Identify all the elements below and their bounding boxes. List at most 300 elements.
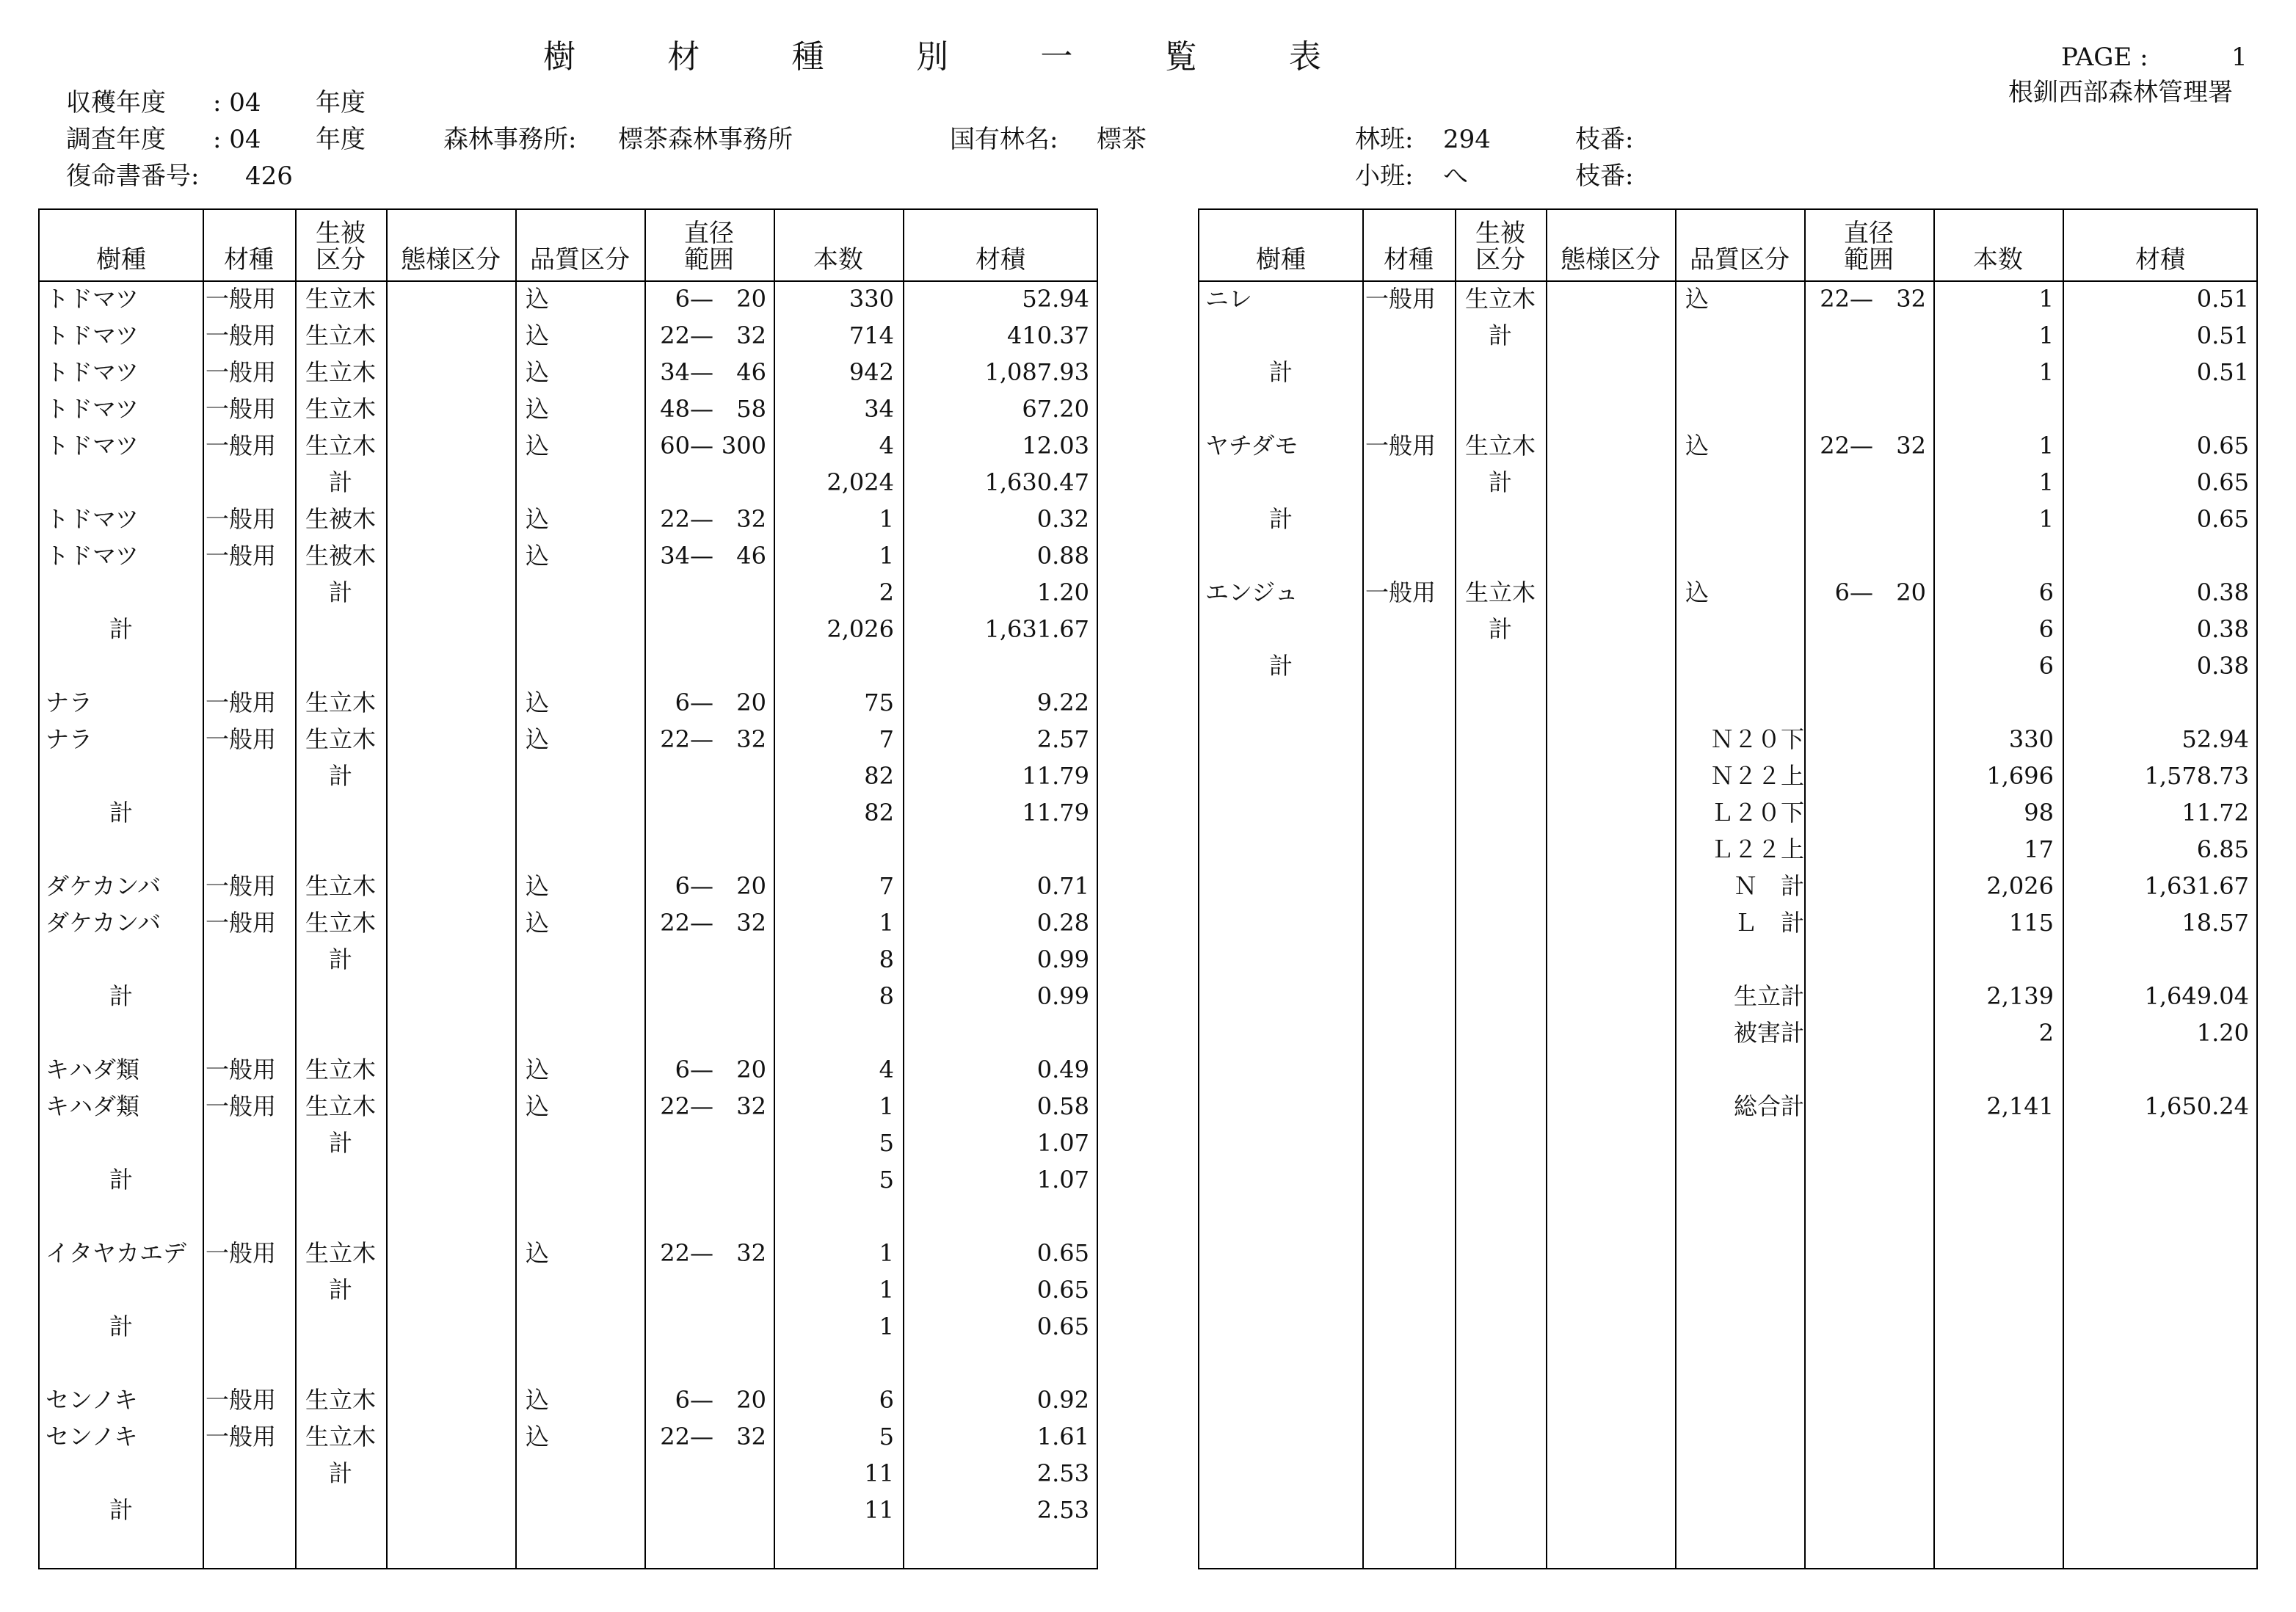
table-row: [40, 464, 1097, 501]
cell-diameter-from: 6—: [675, 1056, 713, 1083]
table-row: [1199, 537, 2256, 574]
cell-count: 1: [2038, 358, 2054, 386]
cell-quality: 込: [526, 1092, 550, 1120]
cell-status: 生立木: [1464, 578, 1536, 606]
table-row: [1199, 464, 2256, 501]
fukumei-label: 復命書番号:: [66, 161, 200, 191]
edaban-label: 枝番:: [1575, 161, 1634, 191]
cell-diameter-to: 32: [736, 1239, 766, 1267]
cell-count: 1: [2038, 432, 2054, 460]
cell-total: 計: [109, 799, 133, 827]
table-row: [1199, 354, 2256, 391]
table-row: [40, 501, 1097, 537]
table-row: [40, 1088, 1097, 1125]
table-row: [1199, 574, 2256, 611]
cell-quality: 込: [526, 322, 550, 349]
forest-office-label: 森林事務所:: [443, 125, 577, 154]
cell-status: 生立木: [305, 909, 376, 937]
cell-material: 一般用: [206, 1386, 277, 1414]
cell-diameter-to: 20: [736, 1056, 766, 1083]
col-header-form: 態様区分: [1561, 245, 1660, 275]
cell-volume: 410.37: [1007, 322, 1089, 349]
cell-status: 生立木: [305, 358, 376, 386]
forest-office-value: 標茶森林事務所: [618, 125, 793, 154]
table-row: [40, 391, 1097, 427]
table-row: [1199, 831, 2256, 868]
cell-diameter-from: 22—: [1820, 285, 1873, 313]
cell-quality: 込: [526, 1239, 550, 1267]
col-header-diameter: 直径 範囲: [1844, 219, 1894, 275]
cell-species: トドマツ: [46, 395, 139, 423]
cell-total: 計: [109, 982, 133, 1010]
cell-quality: 込: [526, 872, 550, 900]
rinpan-label: 林班:: [1355, 125, 1414, 154]
cell-diameter-from: 6—: [675, 1386, 713, 1414]
cell-diameter-from: 22—: [660, 505, 713, 533]
edaban-label: 枝番:: [1575, 125, 1634, 154]
left-table: [38, 208, 1098, 1569]
cell-volume: 67.20: [1022, 395, 1089, 423]
cell-volume: 0.71: [1036, 872, 1089, 900]
cell-quality: 込: [526, 505, 550, 533]
cell-volume: 0.65: [2196, 468, 2249, 496]
cell-status: 計: [328, 1129, 352, 1157]
cell-count: 4: [879, 432, 894, 460]
cell-count: 7: [879, 872, 894, 900]
cell-quality: 込: [526, 689, 550, 716]
cell-volume: 18.57: [2181, 909, 2249, 937]
cell-volume: 1.20: [1036, 578, 1089, 606]
cell-count: 330: [2008, 725, 2054, 753]
cell-diameter-from: 6—: [675, 689, 713, 716]
cell-total: 計: [109, 1313, 133, 1340]
cell-volume: 2.57: [1036, 725, 1089, 753]
cell-count: 2,026: [827, 615, 894, 643]
cell-diameter-to: 32: [736, 1092, 766, 1120]
cell-count: 330: [849, 285, 894, 313]
cell-summary: 生立計: [1733, 982, 1804, 1010]
cell-count: 1,696: [1986, 762, 2054, 790]
cell-count: 2: [2038, 1019, 2054, 1047]
report-title: [543, 37, 1321, 78]
cell-volume: 0.65: [1036, 1276, 1089, 1304]
cell-quality: 込: [526, 542, 550, 570]
cell-volume: 52.94: [2181, 725, 2249, 753]
cell-species: ダケカンバ: [46, 909, 161, 937]
cell-diameter-from: 6—: [675, 285, 713, 313]
cell-material: 一般用: [206, 285, 277, 313]
national-forest-value: 標茶: [1097, 125, 1147, 154]
table-row: [40, 684, 1097, 721]
cell-status: 計: [328, 762, 352, 790]
cell-volume: 0.65: [1036, 1313, 1089, 1340]
cell-count: 1: [879, 505, 894, 533]
cell-volume: 0.38: [2196, 615, 2249, 643]
cell-status: 生立木: [305, 322, 376, 349]
table-row: [40, 904, 1097, 941]
cell-diameter-from: 34—: [660, 358, 713, 386]
cell-status: 計: [1488, 615, 1512, 643]
cell-volume: 0.49: [1036, 1056, 1089, 1083]
table-row: [40, 978, 1097, 1014]
cell-volume: 0.51: [2196, 358, 2249, 386]
cell-count: 6: [879, 1386, 894, 1414]
cell-volume: 0.51: [2196, 285, 2249, 313]
cell-count: 5: [879, 1423, 894, 1451]
table-row: [40, 1418, 1097, 1455]
col-header-quality: 品質区分: [1690, 245, 1790, 275]
cell-species: ナラ: [46, 689, 93, 716]
cell-material: 一般用: [206, 725, 277, 753]
table-row: [1199, 868, 2256, 904]
cell-diameter-to: 32: [736, 725, 766, 753]
cell-count: 75: [864, 689, 894, 716]
cell-status: 生被木: [305, 505, 376, 533]
cell-volume: 1,650.24: [2144, 1092, 2249, 1120]
cell-species: トドマツ: [46, 322, 139, 349]
cell-volume: 0.65: [2196, 505, 2249, 533]
title-char: 樹: [543, 38, 575, 76]
shohan-label: 小班:: [1355, 161, 1414, 191]
cell-species: トドマツ: [46, 432, 139, 460]
cell-material: 一般用: [206, 358, 277, 386]
cell-diameter-from: 48—: [660, 395, 713, 423]
cell-count: 34: [864, 395, 894, 423]
harvest-year-label: 収穫年度: [66, 88, 166, 117]
table-row: [40, 1271, 1097, 1308]
cell-quality: 込: [526, 1386, 550, 1414]
col-header-form: 態様区分: [401, 245, 501, 275]
col-header-count: 本数: [1973, 245, 2023, 275]
cell-status: 生立木: [305, 1092, 376, 1120]
cell-count: 82: [864, 762, 894, 790]
cell-volume: 11.72: [2181, 799, 2249, 827]
cell-count: 8: [879, 945, 894, 973]
cell-diameter-to: 32: [1896, 432, 1926, 460]
cell-count: 82: [864, 799, 894, 827]
cell-status: 計: [328, 468, 352, 496]
cell-count: 11: [864, 1459, 894, 1487]
cell-count: 1: [879, 909, 894, 937]
cell-diameter-to: 300: [721, 432, 766, 460]
cell-volume: 11.79: [1022, 762, 1089, 790]
cell-quality: 込: [526, 358, 550, 386]
cell-volume: 1.20: [2196, 1019, 2249, 1047]
cell-count: 7: [879, 725, 894, 753]
col-header-quality: 品質区分: [530, 245, 630, 275]
cell-species: トドマツ: [46, 505, 139, 533]
title-char: 一: [1040, 38, 1073, 76]
cell-status: 生立木: [305, 1386, 376, 1414]
cell-material: 一般用: [1365, 432, 1436, 460]
cell-species: キハダ類: [46, 1056, 140, 1083]
cell-material: 一般用: [206, 1423, 277, 1451]
cell-status: 生立木: [305, 872, 376, 900]
table-row: [40, 1345, 1097, 1382]
cell-total: 計: [1268, 505, 1293, 533]
harvest-year-unit: 年度: [316, 88, 366, 117]
cell-volume: 0.38: [2196, 652, 2249, 680]
table-row: [1199, 904, 2256, 941]
cell-status: 生立木: [305, 285, 376, 313]
cell-summary: Ｌ２２上: [1710, 835, 1804, 863]
cell-volume: 11.79: [1022, 799, 1089, 827]
cell-volume: 0.92: [1036, 1386, 1089, 1414]
table-row: [1199, 721, 2256, 758]
survey-year-value: : 04: [213, 125, 261, 154]
cell-diameter-to: 32: [736, 909, 766, 937]
table-row: [1199, 794, 2256, 831]
cell-species: トドマツ: [46, 285, 139, 313]
table-row: [40, 1014, 1097, 1051]
cell-species: トドマツ: [46, 542, 139, 570]
cell-count: 1: [879, 542, 894, 570]
cell-count: 1: [2038, 285, 2054, 313]
table-row: [40, 794, 1097, 831]
cell-quality: 込: [526, 432, 550, 460]
title-char: 材: [667, 38, 700, 76]
cell-summary: 被害計: [1733, 1019, 1804, 1047]
cell-status: 生立木: [305, 1239, 376, 1267]
col-header-material: 材種: [224, 245, 274, 275]
table-row: [40, 868, 1097, 904]
table-row: [40, 721, 1097, 758]
cell-material: 一般用: [206, 689, 277, 716]
cell-count: 98: [2024, 799, 2054, 827]
cell-count: 6: [2038, 615, 2054, 643]
table-row: [1199, 1051, 2256, 1088]
col-header-material: 材種: [1384, 245, 1434, 275]
cell-summary: Ｎ 計: [1733, 872, 1804, 900]
cell-quality: 込: [1685, 285, 1710, 313]
cell-material: 一般用: [206, 1092, 277, 1120]
cell-species: センノキ: [46, 1423, 138, 1451]
national-forest-label: 国有林名:: [950, 125, 1058, 154]
cell-quality: 込: [526, 725, 550, 753]
cell-status: 計: [1488, 322, 1512, 349]
cell-diameter-from: 22—: [660, 1092, 713, 1120]
cell-status: 生立木: [305, 395, 376, 423]
cell-count: 4: [879, 1056, 894, 1083]
title-char: 別: [915, 38, 948, 76]
right-table: [1198, 208, 2258, 1569]
cell-volume: 2.53: [1036, 1496, 1089, 1524]
title-char: 種: [791, 38, 824, 76]
cell-diameter-to: 46: [736, 542, 766, 570]
table-row: [40, 941, 1097, 978]
cell-count: 2,139: [1986, 982, 2054, 1010]
cell-status: 計: [328, 1459, 352, 1487]
cell-material: 一般用: [206, 1239, 277, 1267]
cell-count: 5: [879, 1166, 894, 1194]
table-row: [40, 611, 1097, 647]
cell-volume: 6.85: [2196, 835, 2249, 863]
cell-count: 1: [879, 1092, 894, 1120]
cell-status: 生立木: [305, 725, 376, 753]
table-row: [1199, 1088, 2256, 1125]
cell-diameter-from: 60—: [660, 432, 713, 460]
cell-quality: 込: [1685, 578, 1710, 606]
cell-status: 生立木: [305, 1056, 376, 1083]
fukumei-value: 426: [245, 161, 293, 191]
col-header-volume: 材積: [976, 245, 1025, 275]
table-row: [1199, 280, 2256, 317]
col-header-count: 本数: [813, 245, 863, 275]
cell-count: 8: [879, 982, 894, 1010]
cell-count: 714: [849, 322, 894, 349]
cell-volume: 0.51: [2196, 322, 2249, 349]
cell-diameter-to: 32: [736, 1423, 766, 1451]
cell-volume: 1,630.47: [984, 468, 1089, 496]
cell-count: 1: [879, 1313, 894, 1340]
table-row: [1199, 684, 2256, 721]
cell-status: 計: [328, 945, 352, 973]
cell-diameter-to: 58: [736, 395, 766, 423]
cell-count: 6: [2038, 652, 2054, 680]
cell-species: ニレ: [1205, 285, 1253, 313]
table-row: [40, 758, 1097, 794]
cell-volume: 0.99: [1036, 945, 1089, 973]
cell-quality: 込: [526, 285, 550, 313]
cell-status: 生立木: [305, 689, 376, 716]
cell-diameter-from: 22—: [1820, 432, 1873, 460]
cell-diameter-to: 20: [1896, 578, 1926, 606]
cell-count: 2,141: [1986, 1092, 2054, 1120]
table-row: [1199, 941, 2256, 978]
col-header-volume: 材積: [2135, 245, 2185, 275]
cell-material: 一般用: [206, 542, 277, 570]
office-name: 根釧西部森林管理署: [2008, 78, 2233, 107]
cell-count: 942: [849, 358, 894, 386]
cell-volume: 0.99: [1036, 982, 1089, 1010]
col-header-status: 生被 区分: [316, 219, 366, 275]
table-row: [40, 1051, 1097, 1088]
cell-volume: 0.58: [1036, 1092, 1089, 1120]
cell-volume: 12.03: [1022, 432, 1089, 460]
cell-status: 生立木: [1464, 285, 1536, 313]
cell-diameter-to: 20: [736, 1386, 766, 1414]
cell-summary: Ｌ２０下: [1710, 799, 1804, 827]
cell-count: 11: [864, 1496, 894, 1524]
cell-volume: 0.32: [1036, 505, 1089, 533]
cell-count: 5: [879, 1129, 894, 1157]
cell-species: エンジュ: [1205, 578, 1298, 606]
cell-material: 一般用: [1365, 578, 1436, 606]
cell-material: 一般用: [1365, 285, 1436, 313]
cell-summary: Ｌ 計: [1733, 909, 1804, 937]
cell-quality: 込: [526, 1056, 550, 1083]
table-row: [40, 427, 1097, 464]
cell-volume: 52.94: [1022, 285, 1089, 313]
cell-volume: 2.53: [1036, 1459, 1089, 1487]
cell-status: 生立木: [305, 1423, 376, 1451]
cell-material: 一般用: [206, 1056, 277, 1083]
cell-material: 一般用: [206, 505, 277, 533]
cell-species: キハダ類: [46, 1092, 140, 1120]
table-row: [1199, 427, 2256, 464]
cell-volume: 1,631.67: [984, 615, 1089, 643]
cell-volume: 9.22: [1036, 689, 1089, 716]
cell-count: 2,026: [1986, 872, 2054, 900]
cell-material: 一般用: [206, 432, 277, 460]
cell-summary: 総合計: [1733, 1092, 1804, 1120]
harvest-year-value: : 04: [213, 88, 261, 117]
cell-volume: 0.65: [2196, 432, 2249, 460]
cell-diameter-from: 22—: [660, 322, 713, 349]
cell-count: 6: [2038, 578, 2054, 606]
cell-volume: 1.07: [1036, 1166, 1089, 1194]
cell-count: 2,024: [827, 468, 894, 496]
cell-species: ナラ: [46, 725, 93, 753]
cell-quality: 込: [526, 909, 550, 937]
cell-total: 計: [109, 1496, 133, 1524]
cell-species: ダケカンバ: [46, 872, 161, 900]
title-char: 表: [1288, 38, 1321, 76]
table-row: [40, 537, 1097, 574]
cell-count: 1: [2038, 505, 2054, 533]
cell-diameter-to: 32: [1896, 285, 1926, 313]
survey-year-label: 調査年度: [66, 125, 166, 154]
cell-species: イタヤカエデ: [46, 1239, 187, 1267]
cell-volume: 1,087.93: [984, 358, 1089, 386]
table-row: [1199, 647, 2256, 684]
cell-diameter-from: 22—: [660, 1239, 713, 1267]
table-row: [1199, 1014, 2256, 1051]
cell-count: 1: [879, 1276, 894, 1304]
cell-species: ヤチダモ: [1205, 432, 1298, 460]
cell-summary: Ｎ２０下: [1710, 725, 1804, 753]
table-row: [1199, 501, 2256, 537]
table-row: [40, 1125, 1097, 1161]
rinpan-value: 294: [1443, 125, 1491, 154]
cell-diameter-from: 34—: [660, 542, 713, 570]
cell-count: 1: [2038, 468, 2054, 496]
cell-diameter-from: 6—: [675, 872, 713, 900]
table-row: [40, 831, 1097, 868]
cell-diameter-to: 20: [736, 872, 766, 900]
cell-total: 計: [109, 1166, 133, 1194]
table-row: [40, 574, 1097, 611]
cell-status: 生立木: [305, 432, 376, 460]
cell-diameter-from: 22—: [660, 725, 713, 753]
cell-volume: 0.28: [1036, 909, 1089, 937]
cell-diameter-to: 32: [736, 505, 766, 533]
table-row: [1199, 391, 2256, 427]
cell-quality: 込: [1685, 432, 1710, 460]
cell-material: 一般用: [206, 395, 277, 423]
cell-diameter-to: 32: [736, 322, 766, 349]
cell-count: 17: [2024, 835, 2054, 863]
page-number: 1: [2231, 43, 2248, 72]
cell-diameter-to: 46: [736, 358, 766, 386]
table-row: [1199, 978, 2256, 1014]
cell-volume: 1,649.04: [2144, 982, 2249, 1010]
col-header-diameter: 直径 範囲: [684, 219, 734, 275]
table-row: [1199, 317, 2256, 354]
col-header-status: 生被 区分: [1475, 219, 1525, 275]
cell-species: センノキ: [46, 1386, 138, 1414]
table-row: [40, 280, 1097, 317]
cell-material: 一般用: [206, 322, 277, 349]
cell-volume: 1.07: [1036, 1129, 1089, 1157]
cell-total: 計: [1268, 358, 1293, 386]
shohan-value: へ: [1443, 161, 1468, 191]
cell-quality: 込: [526, 395, 550, 423]
cell-species: トドマツ: [46, 358, 139, 386]
cell-volume: 0.65: [1036, 1239, 1089, 1267]
table-row: [1199, 611, 2256, 647]
col-header-species: 樹種: [96, 245, 146, 275]
